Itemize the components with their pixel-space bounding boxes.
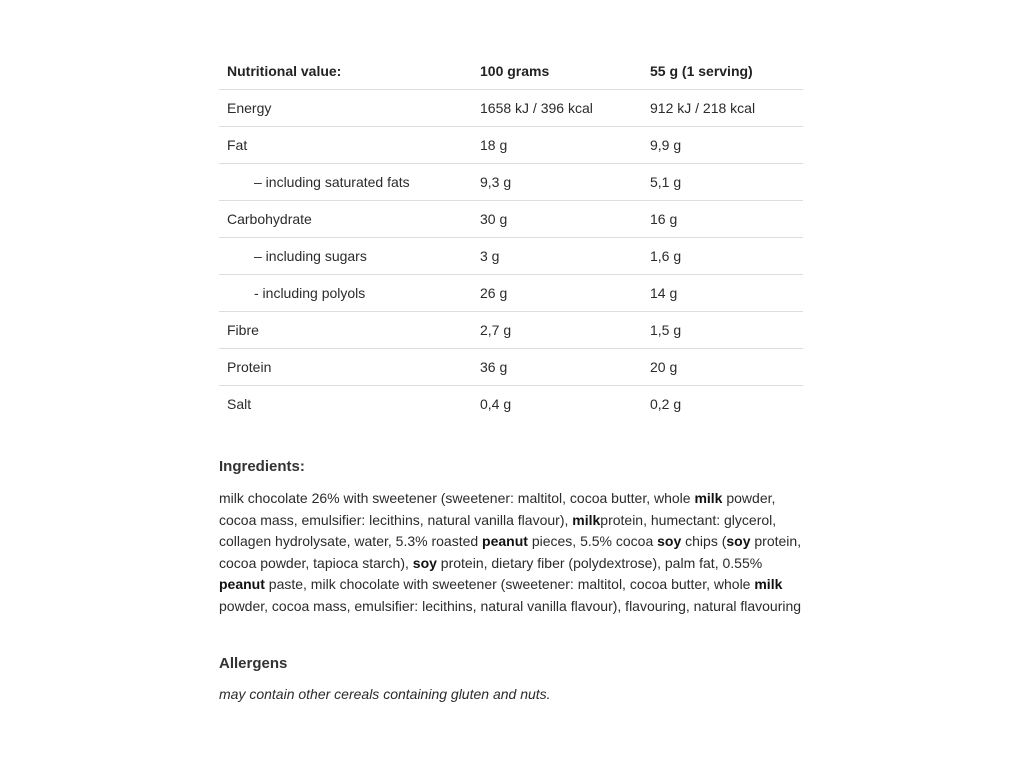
table-row (219, 201, 803, 238)
nutrient-name: Fibre (219, 312, 472, 349)
value-per-100g: 2,7 g (472, 312, 642, 349)
allergen-highlight: milk (754, 576, 783, 592)
table-row (219, 312, 803, 349)
value-per-100g: 30 g (472, 201, 642, 238)
allergens-heading: Allergens (219, 655, 288, 672)
nutrition-table (219, 53, 803, 422)
nutrient-name: – including sugars (219, 238, 472, 275)
value-per-100g: 0,4 g (480, 396, 512, 412)
value-per-serving: 14 g (642, 275, 803, 312)
table-row (219, 349, 803, 386)
allergen-highlight: milk (572, 511, 601, 528)
allergen-highlight: milk (694, 490, 723, 506)
value-per-serving: 0,2 g (650, 396, 682, 412)
allergens-text: may contain other cereals containing gluten and nuts. (219, 686, 551, 702)
value-per-100g: 9,3 g (472, 164, 642, 201)
nutrient-name: Salt (227, 396, 252, 412)
value-per-serving: 9,9 g (642, 127, 803, 164)
nutrient-name: Protein (219, 349, 472, 386)
ingredient-segment: pieces, 5.5% cocoa (527, 533, 658, 549)
ingredient-segment: chips ( (681, 533, 727, 549)
value-per-serving: 5,1 g (642, 164, 803, 201)
value-per-100g: 3 g (472, 238, 642, 275)
value-per-serving: 1,5 g (642, 312, 803, 349)
header-serving: 55 g (1 serving) (642, 53, 803, 90)
value-per-100g: 18 g (472, 127, 642, 164)
allergen-highlight: soy (726, 533, 751, 549)
allergen-highlight: soy (657, 533, 682, 549)
ingredient-segment: protein, humectant: glycerol, collagen hydrolysate, water, 5.3% roasted (219, 511, 777, 549)
table-row (219, 386, 803, 423)
nutrient-name: – including saturated fats (219, 164, 472, 201)
allergen-highlight: peanut (219, 576, 265, 592)
ingredient-segment: paste, milk chocolate with sweetener (sweetener: maltitol, cocoa butter, whole (264, 576, 755, 592)
table-row (219, 164, 803, 201)
value-per-100g: 36 g (472, 349, 642, 386)
header-100-grams: 100 grams (472, 53, 642, 90)
table-row (219, 90, 803, 127)
nutrient-name: - including polyols (219, 275, 472, 312)
nutrient-name: Fat (219, 127, 472, 164)
ingredients-text (219, 488, 809, 617)
allergen-highlight: peanut (482, 533, 528, 549)
ingredient-segment: milk chocolate 26% with sweetener (sweetener: maltitol, cocoa butter, whole (219, 490, 695, 506)
ingredient-segment: protein, dietary fiber (polydextrose), palm fat, 0.55% (436, 554, 763, 571)
ingredients-heading: Ingredients: (219, 458, 305, 475)
table-row (219, 275, 803, 312)
ingredient-segment: powder, cocoa mass, emulsifier: lecithins, natural vanilla flavour), (219, 490, 776, 528)
value-per-serving: 16 g (642, 201, 803, 238)
value-per-serving: 912 kJ / 218 kcal (642, 90, 803, 127)
nutrient-name: Carbohydrate (219, 201, 472, 238)
header-nutritional-value: Nutritional value: (219, 53, 472, 90)
table-row (219, 127, 803, 164)
value-per-100g: 1658 kJ / 396 kcal (472, 90, 642, 127)
allergen-highlight: soy (412, 554, 437, 571)
value-per-100g: 26 g (472, 275, 642, 312)
ingredient-segment: protein, cocoa powder, tapioca starch), (219, 533, 802, 571)
value-per-serving: 1,6 g (642, 238, 803, 275)
ingredient-segment: powder, cocoa mass, emulsifier: lecithins, natural vanilla flavour), flavouring, natural flavouring (219, 597, 802, 614)
nutrient-name: Energy (219, 90, 472, 127)
nutrition-header-row (219, 53, 803, 90)
table-row (219, 238, 803, 275)
value-per-serving: 20 g (642, 349, 803, 386)
